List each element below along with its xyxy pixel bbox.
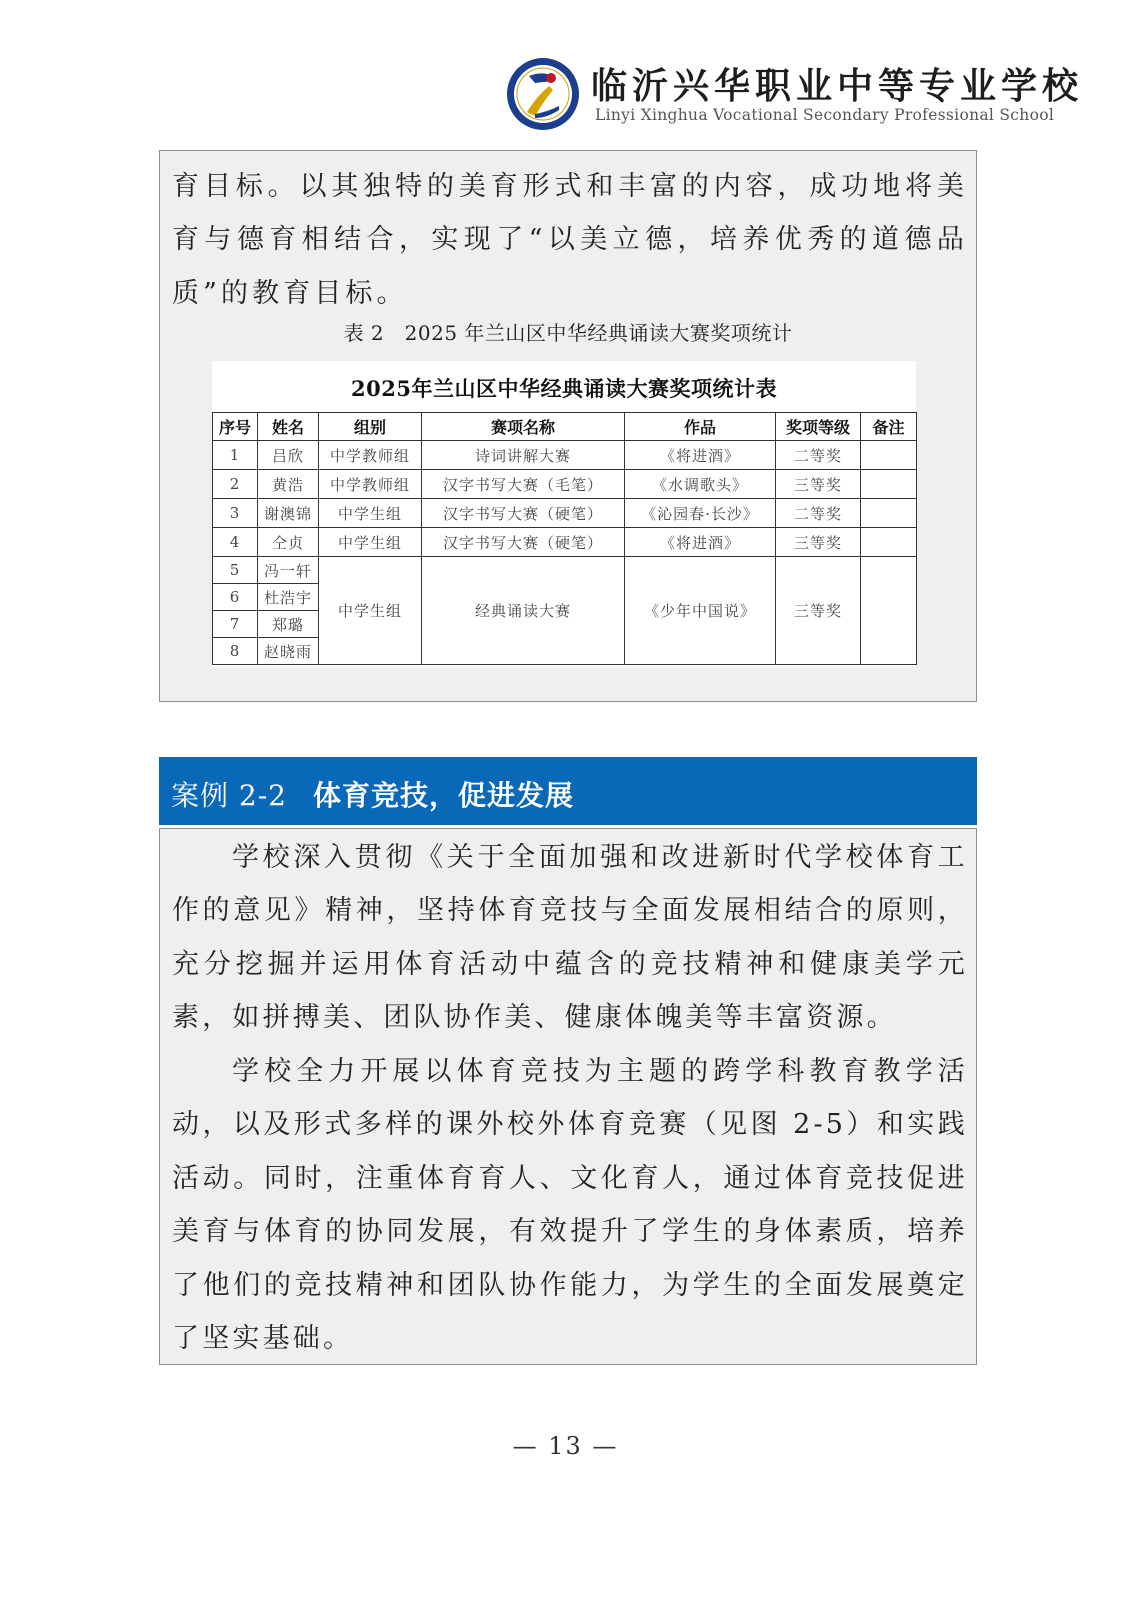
table-row bbox=[213, 499, 917, 528]
case-title-text: 体育竞技，促进发展 bbox=[313, 779, 575, 812]
table-caption: 表 2 2025 年兰山区中华经典诵读大赛奖项统计 bbox=[343, 321, 793, 345]
school-name-cn: 临沂兴华职业中等专业学校 bbox=[591, 65, 1084, 107]
page-header bbox=[505, 52, 1084, 134]
case-paragraph-2: 学校全力开展以体育竞技为主题的跨学科教育教学活动，以及形式多样的课外校外体育竞赛（见图 2-5）和实践活动。同时，注重体育育人、文化育人，通过体育竞技促进美育与体育的协同发展，有效提升了学生的身体素质，培养了他们的竞技精神和团队协作能力，为学生的全面发展奠定了坚实基础。 bbox=[172, 1056, 968, 1355]
cell-no: 2 bbox=[213, 470, 258, 499]
cell-work: 《少年中国说》 bbox=[625, 557, 776, 665]
cell-name: 杜浩宇 bbox=[258, 584, 319, 611]
cell-level: 三等奖 bbox=[776, 528, 861, 557]
cell-note bbox=[861, 499, 917, 528]
cell-group: 中学生组 bbox=[319, 528, 422, 557]
cell-no: 3 bbox=[213, 499, 258, 528]
cell-no: 4 bbox=[213, 528, 258, 557]
table-header-row bbox=[213, 413, 917, 441]
cell-name: 仝贞 bbox=[258, 528, 319, 557]
school-emblem-icon bbox=[505, 56, 581, 132]
case-title bbox=[171, 774, 574, 814]
column-header: 备注 bbox=[861, 413, 917, 441]
cell-name: 黄浩 bbox=[258, 470, 319, 499]
cell-name: 郑璐 bbox=[258, 611, 319, 638]
cell-group: 中学生组 bbox=[319, 499, 422, 528]
cell-level: 三等奖 bbox=[776, 470, 861, 499]
cell-work: 《沁园春·长沙》 bbox=[625, 499, 776, 528]
cell-level: 二等奖 bbox=[776, 499, 861, 528]
table-row bbox=[213, 441, 917, 470]
page-number: — 13 — bbox=[512, 1432, 619, 1460]
cell-name: 吕欣 bbox=[258, 441, 319, 470]
cell-work: 《水调歌头》 bbox=[625, 470, 776, 499]
column-header: 作品 bbox=[625, 413, 776, 441]
cell-note bbox=[861, 557, 917, 665]
section-box-2 bbox=[159, 828, 977, 1365]
cell-no: 6 bbox=[213, 584, 258, 611]
cell-no: 1 bbox=[213, 441, 258, 470]
cell-event: 汉字书写大赛（硬笔） bbox=[422, 499, 625, 528]
cell-note bbox=[861, 441, 917, 470]
cell-name: 冯一轩 bbox=[258, 557, 319, 584]
cell-group: 中学教师组 bbox=[319, 470, 422, 499]
section-box-1 bbox=[159, 150, 977, 702]
cell-event: 经典诵读大赛 bbox=[422, 557, 625, 665]
cell-no: 5 bbox=[213, 557, 258, 584]
cell-work: 《将进酒》 bbox=[625, 528, 776, 557]
cell-event: 汉字书写大赛（毛笔） bbox=[422, 470, 625, 499]
cell-event: 汉字书写大赛（硬笔） bbox=[422, 528, 625, 557]
award-table-figure bbox=[212, 361, 916, 667]
cell-note bbox=[861, 528, 917, 557]
cell-group: 中学教师组 bbox=[319, 441, 422, 470]
table-row bbox=[213, 557, 917, 584]
table-row bbox=[213, 528, 917, 557]
cell-note bbox=[861, 470, 917, 499]
column-header: 赛项名称 bbox=[422, 413, 625, 441]
column-header: 姓名 bbox=[258, 413, 319, 441]
cell-work: 《将进酒》 bbox=[625, 441, 776, 470]
table-title: 2025年兰山区中华经典诵读大赛奖项统计表 bbox=[351, 376, 777, 401]
cell-no: 8 bbox=[213, 638, 258, 665]
cell-group: 中学生组 bbox=[319, 557, 422, 665]
cell-name: 赵晓雨 bbox=[258, 638, 319, 665]
case-number: 案例 2-2 bbox=[171, 779, 287, 812]
cell-no: 7 bbox=[213, 611, 258, 638]
case-heading-bar bbox=[159, 757, 977, 829]
school-name-en: Linyi Xinghua Vocational Secondary Professional School bbox=[595, 106, 1055, 124]
column-header: 序号 bbox=[213, 413, 258, 441]
column-header: 组别 bbox=[319, 413, 422, 441]
body-paragraph: 育目标。以其独特的美育形式和丰富的内容，成功地将美育与德育相结合，实现了“以美立德，培养优秀的道德品质”的教育目标。 bbox=[172, 171, 968, 309]
award-table bbox=[212, 412, 917, 665]
case-paragraph-1: 学校深入贯彻《关于全面加强和改进新时代学校体育工作的意见》精神，坚持体育竞技与全面发展相结合的原则，充分挖掘并运用体育活动中蕴含的竞技精神和健康美学元素，如拼搏美、团队协作美、健康体魄美等丰富资源。 bbox=[172, 842, 968, 1034]
cell-name: 谢澳锦 bbox=[258, 499, 319, 528]
column-header: 奖项等级 bbox=[776, 413, 861, 441]
cell-level: 二等奖 bbox=[776, 441, 861, 470]
cell-event: 诗词讲解大赛 bbox=[422, 441, 625, 470]
table-row bbox=[213, 470, 917, 499]
cell-level: 三等奖 bbox=[776, 557, 861, 665]
